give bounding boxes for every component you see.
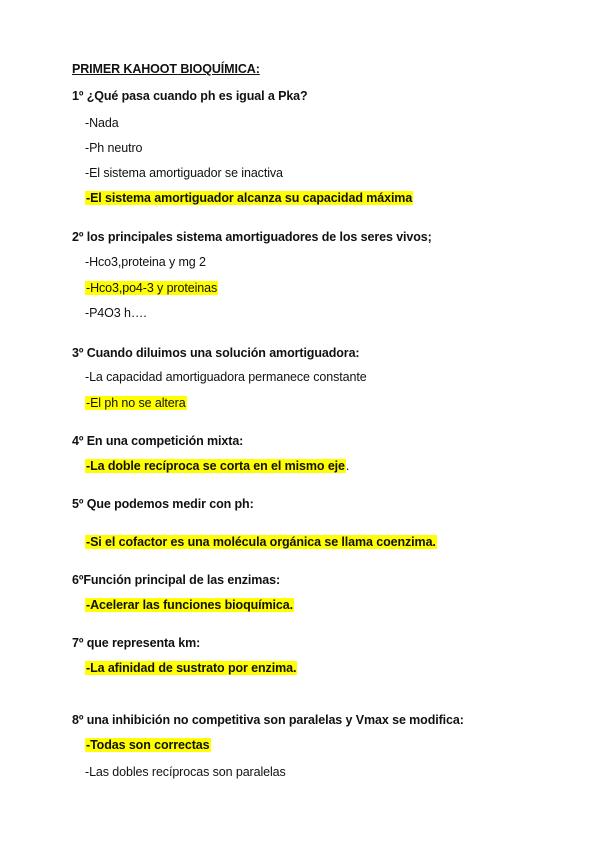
highlighted-answer: -Todas son correctas — [86, 738, 210, 752]
trailing-period: . — [345, 459, 350, 473]
highlighted-answer: -El sistema amortiguador alcanza su capacidad máxima — [86, 191, 413, 205]
question-3-option-1: -La capacidad amortiguadora permanece constante — [85, 370, 367, 384]
question-2-option-2-highlighted — [85, 280, 218, 296]
question-4: 4º En una competición mixta: — [72, 434, 244, 448]
highlighted-answer: -Hco3,po4-3 y proteinas — [86, 281, 218, 295]
question-2-option-1: -Hco3,proteina y mg 2 — [85, 255, 206, 269]
question-8: 8º una inhibición no competitiva son paralelas y Vmax se modifica: — [72, 713, 464, 727]
question-1-option-3: -El sistema amortiguador se inactiva — [85, 166, 283, 180]
question-4-option-1-highlighted — [85, 458, 349, 474]
highlighted-answer: -Si el cofactor es una molécula orgánica se llama coenzima. — [86, 535, 436, 549]
question-6: 6ºFunción principal de las enzimas: — [72, 573, 281, 587]
question-2: 2º los principales sistema amortiguadores de los seres vivos; — [72, 230, 432, 244]
highlighted-answer: -La doble recíproca se corta en el mismo eje — [86, 459, 345, 473]
document-title: PRIMER KAHOOT BIOQUÍMICA: — [72, 62, 260, 76]
question-8-option-1-highlighted — [85, 737, 211, 753]
question-2-option-3: -P4O3 h…. — [85, 306, 147, 320]
question-8-option-2: -Las dobles recíprocas son paralelas — [85, 765, 286, 779]
highlighted-answer: -La afinidad de sustrato por enzima. — [86, 661, 297, 675]
question-7: 7º que representa km: — [72, 636, 201, 650]
question-6-option-1-highlighted — [85, 597, 294, 613]
question-7-option-1-highlighted — [85, 660, 297, 676]
highlighted-answer: -El ph no se altera — [86, 396, 186, 410]
question-1: 1º ¿Qué pasa cuando ph es igual a Pka? — [72, 89, 308, 103]
question-1-option-1: -Nada — [85, 116, 119, 130]
question-5: 5º Que podemos medir con ph: — [72, 497, 254, 511]
highlighted-answer: -Acelerar las funciones bioquímica. — [86, 598, 293, 612]
question-3: 3º Cuando diluimos una solución amortiguadora: — [72, 346, 360, 360]
question-3-option-2-highlighted — [85, 395, 187, 411]
question-5-option-1-highlighted — [85, 534, 437, 550]
question-1-option-2: -Ph neutro — [85, 141, 143, 155]
question-1-option-4-highlighted — [85, 190, 413, 206]
